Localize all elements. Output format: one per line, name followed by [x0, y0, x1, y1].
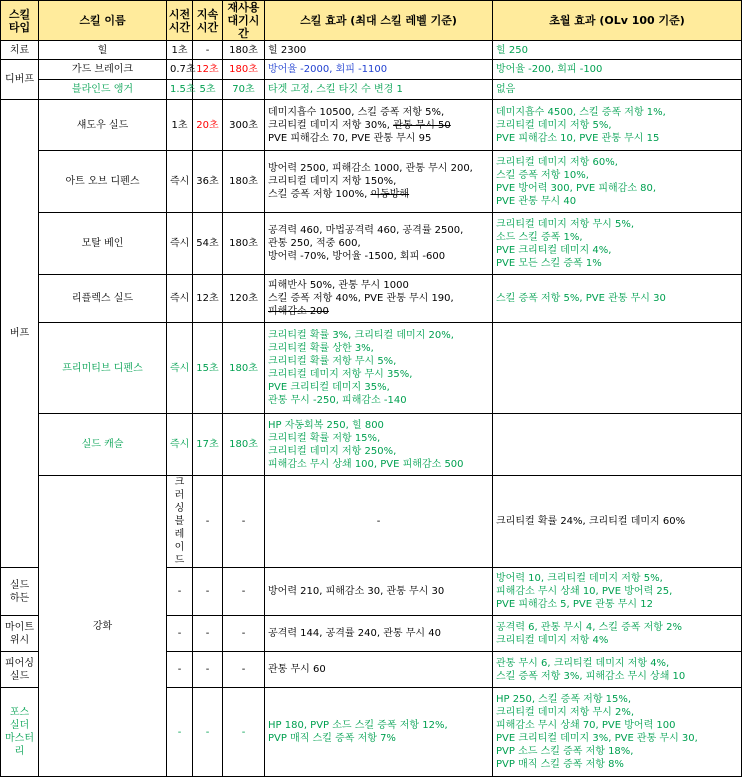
header-skill-name: 스킬 이름 — [39, 1, 167, 41]
cast-time: 즉시 — [167, 213, 193, 275]
skill-name: 실드 캐슬 — [39, 414, 167, 476]
skill-name: 피어싱 실드 — [1, 652, 39, 688]
cooldown: 120초 — [223, 275, 265, 323]
table-row — [1, 213, 742, 275]
table-row — [1, 60, 742, 80]
over-effect: 방어율 -200, 회피 -100 — [493, 60, 742, 80]
cast-time: - — [193, 476, 223, 568]
cooldown: - — [265, 476, 493, 568]
duration: - — [193, 616, 223, 652]
skill-name: 프리미티브 디펜스 — [39, 323, 167, 414]
header-skill-type: 스킬 타입 — [1, 1, 39, 41]
cooldown: - — [223, 688, 265, 777]
cooldown: - — [223, 568, 265, 616]
cast-time: 0.7초 — [167, 60, 193, 80]
duration: - — [223, 476, 265, 568]
header-over-effect: 초월 효과 (OLv 100 기준) — [493, 1, 742, 41]
cooldown: - — [223, 652, 265, 688]
cooldown: 70초 — [223, 80, 265, 100]
skill-effect: HP 자동회복 250, 힐 800 크리티컬 확률 저항 15%, 크리티컬 데미지 저항 250%, 피해감소 무시 상쇄 100, PVE 피해감소 500 — [265, 414, 493, 476]
cooldown: 300초 — [223, 100, 265, 151]
skill-effect: 크리티컬 확률 24%, 크리티컬 데미지 60% — [493, 476, 742, 568]
skill-name: 아트 오브 디펜스 — [39, 151, 167, 213]
cast-time: 즉시 — [167, 151, 193, 213]
duration: 15초 — [193, 323, 223, 414]
skill-name: 리플렉스 실드 — [39, 275, 167, 323]
skill-effect: 힐 2300 — [265, 41, 493, 60]
duration: - — [193, 652, 223, 688]
duration: 54초 — [193, 213, 223, 275]
over-effect: 없음 — [493, 80, 742, 100]
skill-name: 마이트 위시 — [1, 616, 39, 652]
over-effect: 관통 무시 6, 크리티컬 데미지 저항 4%, 스킬 증폭 저항 3%, 피해감소 무시 상쇄 10 — [493, 652, 742, 688]
duration: 12초 — [193, 60, 223, 80]
skill-name: 블라인드 앵거 — [39, 80, 167, 100]
over-effect: 스킬 증폭 저항 5%, PVE 관통 무시 30 — [493, 275, 742, 323]
type-enhance: 강화 — [39, 476, 167, 777]
skill-effect: 피해반사 50%, 관통 무시 1000 스킬 증폭 저항 40%, PVE 관통 무시 190, 피해감소 200 — [265, 275, 493, 323]
cast-time: 1.5초 — [167, 80, 193, 100]
header-cooldown: 재사용 대기시간 — [223, 1, 265, 41]
cast-time: 즉시 — [167, 414, 193, 476]
skill-effect: 방어력 210, 피해감소 30, 관통 무시 30 — [265, 568, 493, 616]
skill-name: 모탈 베인 — [39, 213, 167, 275]
over-effect: 힐 250 — [493, 41, 742, 60]
cast-time: - — [167, 568, 193, 616]
over-effect: 크리티컬 데미지 저항 무시 5%, 소드 스킬 증폭 1%, PVE 크리티컬 데미지 4%, PVE 모든 스킬 증폭 1% — [493, 213, 742, 275]
over-effect: 데미지흡수 4500, 스킬 증폭 저항 1%, 크리티컬 데미지 저항 5%, PVE 피해감소 10, PVE 관통 무시 15 — [493, 100, 742, 151]
duration: 20초 — [193, 100, 223, 151]
table-row — [1, 151, 742, 213]
header-cast-time: 시전 시간 — [167, 1, 193, 41]
skill-effect: 데미지흡수 10500, 스킬 증폭 저항 5%, 크리티컬 데미지 저항 30%, 관통 무시 50 PVE 피해감소 70, PVE 관통 무시 95 — [265, 100, 493, 151]
cast-time: - — [167, 616, 193, 652]
table-row — [1, 323, 742, 414]
duration: - — [193, 568, 223, 616]
cooldown: 180초 — [223, 213, 265, 275]
table-row — [1, 414, 742, 476]
type-debuff: 디버프 — [1, 60, 39, 100]
table-row — [1, 100, 742, 151]
over-effect: 크리티컬 데미지 저항 60%, 스킬 증폭 저항 10%, PVE 방어력 300, PVE 피해감소 80, PVE 관통 무시 40 — [493, 151, 742, 213]
table-row — [1, 476, 742, 568]
type-buff: 버프 — [1, 100, 39, 568]
skill-name: 크러싱 블레이드 — [167, 476, 193, 568]
table-row — [1, 275, 742, 323]
cast-time: 즉시 — [167, 275, 193, 323]
over-effect: 방어력 10, 크리티컬 데미지 저항 5%, 피해감소 무시 상쇄 10, PVE 방어력 25, PVE 피해감소 5, PVE 관통 무시 12 — [493, 568, 742, 616]
cooldown: 180초 — [223, 323, 265, 414]
skill-effect: 관통 무시 60 — [265, 652, 493, 688]
cast-time: - — [167, 688, 193, 777]
duration: 36초 — [193, 151, 223, 213]
skill-name: 가드 브레이크 — [39, 60, 167, 80]
type-heal: 치료 — [1, 41, 39, 60]
skill-effect: HP 180, PVP 소드 스킬 증폭 저항 12%, PVP 매직 스킬 증폭 저항 7% — [265, 688, 493, 777]
skill-effect: 크리티컬 확률 3%, 크리티컬 데미지 20%, 크리티컬 확률 상한 3%, 크리티컬 확률 저항 무시 5%, 크리티컬 데미지 저항 무시 35%, PVE 크리티컬 데미지 35%, 관통 무시 -250, 피해감소 -140 — [265, 323, 493, 414]
over-effect: 공격력 6, 관통 무시 4, 스킬 증폭 저항 2% 크리티컬 데미지 저항 4% — [493, 616, 742, 652]
cooldown: 180초 — [223, 151, 265, 213]
cooldown: 180초 — [223, 41, 265, 60]
skill-name: 포스 실더 마스터리 — [1, 688, 39, 777]
skill-name: 섀도우 실드 — [39, 100, 167, 151]
skill-effect: 공격력 144, 공격률 240, 관통 무시 40 — [265, 616, 493, 652]
over-effect — [493, 323, 742, 414]
duration: - — [193, 688, 223, 777]
over-effect: HP 250, 스킬 증폭 저항 15%, 크리티컬 데미지 저항 무시 2%, 피해감소 무시 상쇄 70, PVE 방어력 100 PVE 크리티컬 데미지 3%, PVE 관통 무시 30, PVP 소드 스킬 증폭 저항 18%, PVP 매직 스킬 증폭 저항 8% — [493, 688, 742, 777]
skill-effect: 방어율 -2000, 회피 -1100 — [265, 60, 493, 80]
skill-effect: 타겟 고정, 스킬 타깃 수 변경 1 — [265, 80, 493, 100]
duration: 5초 — [193, 80, 223, 100]
skill-name: 힐 — [39, 41, 167, 60]
table-row — [1, 41, 742, 60]
skill-effect: 공격력 460, 마법공격력 460, 공격률 2500, 관통 250, 적중 600, 방어력 -70%, 방어율 -1500, 회피 -600 — [265, 213, 493, 275]
cast-time: 즉시 — [167, 323, 193, 414]
skill-name: 실드 하든 — [1, 568, 39, 616]
cooldown: 180초 — [223, 60, 265, 80]
cast-time: 1초 — [167, 100, 193, 151]
duration: 17초 — [193, 414, 223, 476]
cooldown: 180초 — [223, 414, 265, 476]
header-duration: 지속 시간 — [193, 1, 223, 41]
over-effect — [493, 414, 742, 476]
header-skill-effect: 스킬 효과 (최대 스킬 레벨 기준) — [265, 1, 493, 41]
header-row — [1, 1, 742, 41]
table-row — [1, 80, 742, 100]
skill-effect: 방어력 2500, 피해감소 1000, 관통 무시 200, 크리티컬 데미지 저항 150%, 스킬 증폭 저항 100%, 이동방해 — [265, 151, 493, 213]
duration: 12초 — [193, 275, 223, 323]
cast-time: - — [167, 652, 193, 688]
cooldown: - — [223, 616, 265, 652]
cast-time: 1초 — [167, 41, 193, 60]
duration: - — [193, 41, 223, 60]
